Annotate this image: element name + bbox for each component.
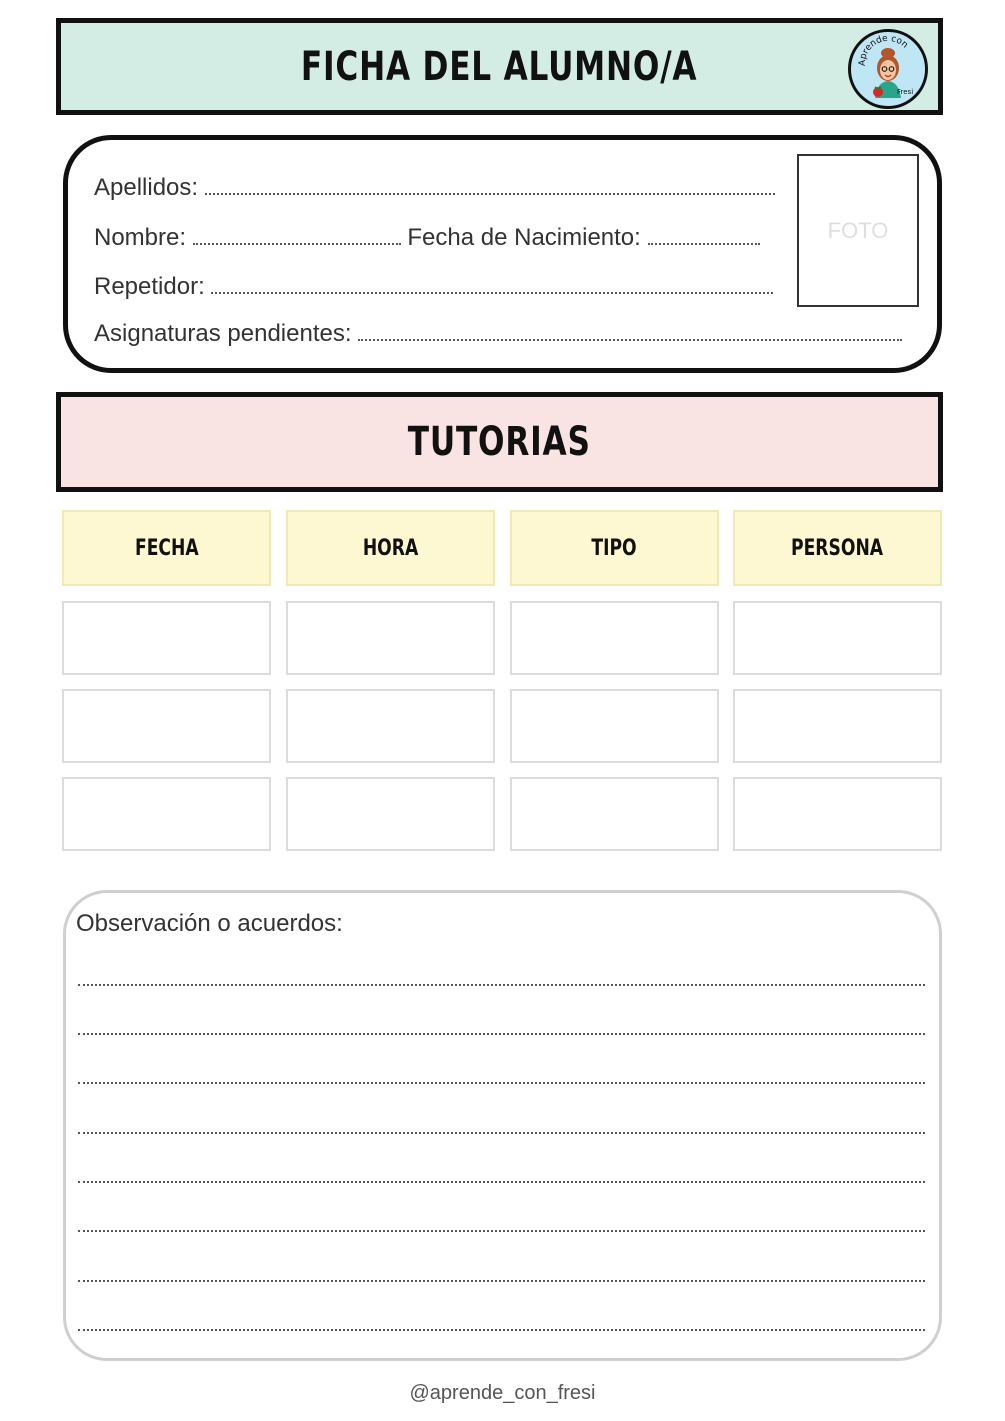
table-cell[interactable]: [286, 777, 495, 851]
observaciones-line[interactable]: [78, 1033, 925, 1035]
table-cell[interactable]: [510, 777, 719, 851]
asignaturas-row: [94, 320, 902, 348]
tutorias-banner: [56, 392, 943, 492]
table-cell[interactable]: [62, 601, 271, 675]
table-cell[interactable]: [286, 601, 495, 675]
column-header-hora: HORA: [286, 510, 495, 586]
observaciones-line[interactable]: [78, 1280, 925, 1282]
column-header-fecha: FECHA: [62, 510, 271, 586]
observaciones-line[interactable]: [78, 1082, 925, 1084]
logo-avatar-icon: [848, 29, 928, 109]
apellidos-label: Apellidos:: [94, 174, 199, 201]
table-cell[interactable]: [62, 689, 271, 763]
observaciones-line[interactable]: [78, 1132, 925, 1134]
tutorias-title: TUTORIAS: [408, 419, 591, 465]
asignaturas-field[interactable]: [358, 338, 902, 341]
photo-placeholder[interactable]: [797, 154, 919, 307]
observaciones-box: [63, 890, 942, 1361]
repetidor-label: Repetidor:: [94, 273, 205, 300]
table-cell[interactable]: [286, 689, 495, 763]
page-title: FICHA DEL ALUMNO/A: [301, 43, 698, 90]
nombre-field[interactable]: [193, 242, 401, 245]
apellidos-field[interactable]: [205, 192, 775, 195]
observaciones-line[interactable]: [78, 1181, 925, 1183]
table-cell[interactable]: [733, 777, 942, 851]
fecha-nacimiento-field[interactable]: [648, 242, 760, 245]
nombre-label: Nombre:: [94, 224, 187, 251]
column-header-tipo: TIPO: [510, 510, 719, 586]
table-cell[interactable]: [510, 689, 719, 763]
observaciones-line[interactable]: [78, 1329, 925, 1331]
observaciones-line[interactable]: [78, 1230, 925, 1232]
table-cell[interactable]: [733, 689, 942, 763]
observaciones-label: Observación o acuerdos:: [76, 910, 343, 937]
fecha-nacimiento-label: Fecha de Nacimiento:: [407, 224, 641, 251]
repetidor-row: [94, 273, 773, 301]
repetidor-field[interactable]: [211, 291, 773, 294]
header-banner: [56, 18, 943, 115]
column-header-persona: PERSONA: [733, 510, 942, 586]
asignaturas-label: Asignaturas pendientes:: [94, 320, 352, 347]
apellidos-row: [94, 174, 775, 202]
svg-text:Aprende con: Aprende con: [857, 33, 910, 67]
table-cell[interactable]: [510, 601, 719, 675]
observaciones-line[interactable]: [78, 984, 925, 986]
footer-handle: @aprende_con_fresi: [409, 1382, 596, 1404]
table-cell[interactable]: [733, 601, 942, 675]
photo-placeholder-label: FOTO: [827, 217, 889, 243]
table-cell[interactable]: [62, 777, 271, 851]
svg-text:Fresi: Fresi: [897, 88, 914, 96]
nombre-row: [94, 224, 760, 252]
